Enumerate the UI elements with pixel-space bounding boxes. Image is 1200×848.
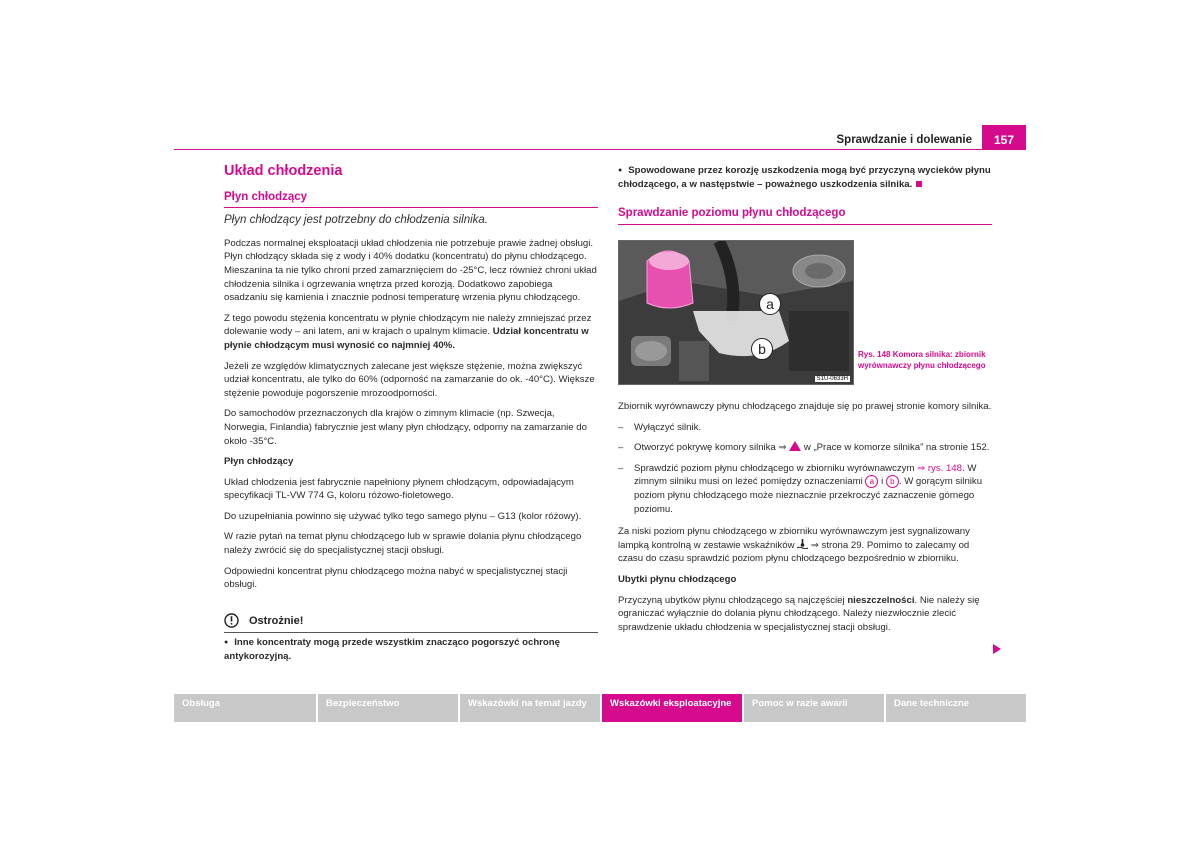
coolant-warning-lamp-icon [797, 539, 808, 549]
nav-tab-dane-techniczne[interactable]: Dane techniczne [884, 694, 1026, 722]
nav-tab-bezpieczenstwo[interactable]: Bezpieczeństwo [316, 694, 458, 722]
right-column-top [618, 164, 992, 225]
paragraph: Do samochodów przeznaczonych dla krajów o zimnym klimacie (np. Szwecja, Norwegia, Finlandia) fabrycznie jest wlany płyn chłodzący, odporny na zamarzanie do około -35°C. [224, 408, 587, 447]
right-column-body [618, 400, 992, 641]
caution-title: Ostrożnie! [249, 614, 304, 627]
figure-reference-link[interactable]: ⇒ rys. 148 [917, 462, 962, 474]
paragraph: Przyczyną ubytków płynu chłodzącego są najczęściej nieszczelności. Nie należy się ograniczać wyłącznie do dolania płynu chłodzącego. Należy niezwłocznie zlecić sprawdzenie układu chłodzenia w specjalistycznej stacji obsługi. [618, 594, 980, 633]
minor-heading: Ubytki płynu chłodzącego [618, 573, 737, 585]
minor-heading: Płyn chłodzący [224, 456, 294, 468]
step-item: – Sprawdzić poziom płynu chłodzącego w zbiorniku wyrównawczym ⇒ rys. 148. W zimnym silniku musi on leżeć pomiędzy oznaczeniami a i b . W gorącym silniku poziom płynu chłodzącego może nieznacznie przekroczyć zaznaczenie górnego poziomu. [618, 462, 992, 516]
caution-block [224, 613, 598, 663]
end-of-topic-marker [916, 181, 922, 187]
nav-tab-wskazowki-jazdy[interactable]: Wskazówki na temat jazdy [458, 694, 600, 722]
marker-a-icon: a [865, 475, 878, 488]
figure-caption: Rys. 148 Komora silnika: zbiornik wyrównawczy płynu chłodzącego [858, 350, 986, 370]
paragraph: Odpowiedni koncentrat płynu chłodzącego można nabyć w specjalistycznej stacji obsługi. [224, 565, 568, 591]
paragraph: Zbiornik wyrównawczy płynu chłodzącego znajduje się po prawej stronie komory silnika. [618, 401, 992, 412]
section-title: Układ chłodzenia [224, 163, 343, 179]
nav-tab-wskazowki-eksploatacyjne[interactable]: Wskazówki eksploatacyjne [600, 694, 742, 722]
subsection-title: Płyn chłodzący [224, 191, 598, 209]
caution-text: ● Inne koncentraty mogą przede wszystkim znacząco pogorszyć ochronę antykorozyjną. [224, 636, 598, 663]
paragraph: Podczas normalnej eksploatacji układ chłodzenia nie potrzebuje prawie żadnej obsługi. Płyn chłodzący składa się z wody i 40% dodatku (koncentratu) do płynu chłodzącego. Mieszanina ta nie tylko chroni przed zamarznięciem do -25°C, lecz również chroni układ chłodzenia silnika i ogrzewania wnętrza przed korozją. Dodatkowo zapobiega osadzaniu się kamienia i znacznie podnosi temperaturę wrzenia płynu chłodzącego. [224, 237, 597, 304]
bullet-paragraph: ● Spowodowane przez korozję uszkodzenia mogą być przyczyną wycieków płynu chłodzącego, a w następstwie – poważnego uszkodzenia silnika. [618, 164, 992, 191]
next-page-arrow-icon[interactable] [993, 644, 1001, 654]
page-number: 157 [982, 125, 1026, 150]
subsection-title: Sprawdzanie poziomu płynu chłodzącego [618, 207, 992, 225]
figure-code: S1U-0633H [816, 376, 848, 382]
step-item: – Wyłączyć silnik. [618, 421, 992, 435]
step-item: – Otworzyć pokrywę komory silnika ⇒ w „Prace w komorze silnika” na stronie 152. [618, 441, 992, 455]
lead-text: Płyn chłodzący jest potrzebny do chłodzenia silnika. [224, 214, 489, 227]
figure-callout-b: b [751, 338, 773, 360]
paragraph: Układ chłodzenia jest fabrycznie napełniony płynem chłodzącym, odpowiadającym specyfikacji TL-VW 774 G, koloru różowo-fioletowego. [224, 476, 574, 502]
figure-callout-a: a [759, 293, 781, 315]
paragraph: Do uzupełniania powinno się używać tylko tego samego płynu – G13 (kolor różowy). [224, 510, 582, 522]
warning-triangle-icon [789, 441, 801, 451]
header-rule [174, 149, 1026, 150]
left-column [224, 165, 598, 599]
running-header-title: Sprawdzanie i dolewanie [836, 134, 972, 146]
engine-figure [618, 240, 854, 385]
paragraph: Z tego powodu stężenia koncentratu w płynie chłodzącym nie należy zmniejszać przez dolewanie wody – ani latem, ani w krajach o upalnym klimacie. Udział koncentratu w płynie chłodzącym musi wynosić co najmniej 40%. [224, 312, 592, 351]
paragraph: Jeżeli ze względów klimatycznych zalecane jest większe stężenie, można zwiększyć udział koncentratu, ale tylko do 60% (odporność na zamarzanie do ok. -40°C). Większe stężenie powoduje pogorszenie mrozoodporności. [224, 360, 595, 399]
caution-icon [224, 613, 239, 628]
nav-tab-obsluga[interactable]: Obsługa [174, 694, 316, 722]
paragraph: W razie pytań na temat płynu chłodzącego lub w sprawie dolania płynu chłodzącego należy zwrócić się do specjalistycznej stacji obsługi. [224, 531, 582, 557]
engine-compartment-illustration [619, 241, 853, 384]
marker-b-icon: b [886, 475, 899, 488]
nav-tab-pomoc[interactable]: Pomoc w razie awarii [742, 694, 884, 722]
paragraph: Za niski poziom płynu chłodzącego w zbiorniku wyrównawczym jest sygnalizowany lampką kontrolną w zestawie wskaźników ⇒ strona 29. Pomimo to zalecamy od czasu do czasu sprawdzić poziom płynu chłodzącego bezpośrednio w zbiorniku. [618, 526, 970, 565]
